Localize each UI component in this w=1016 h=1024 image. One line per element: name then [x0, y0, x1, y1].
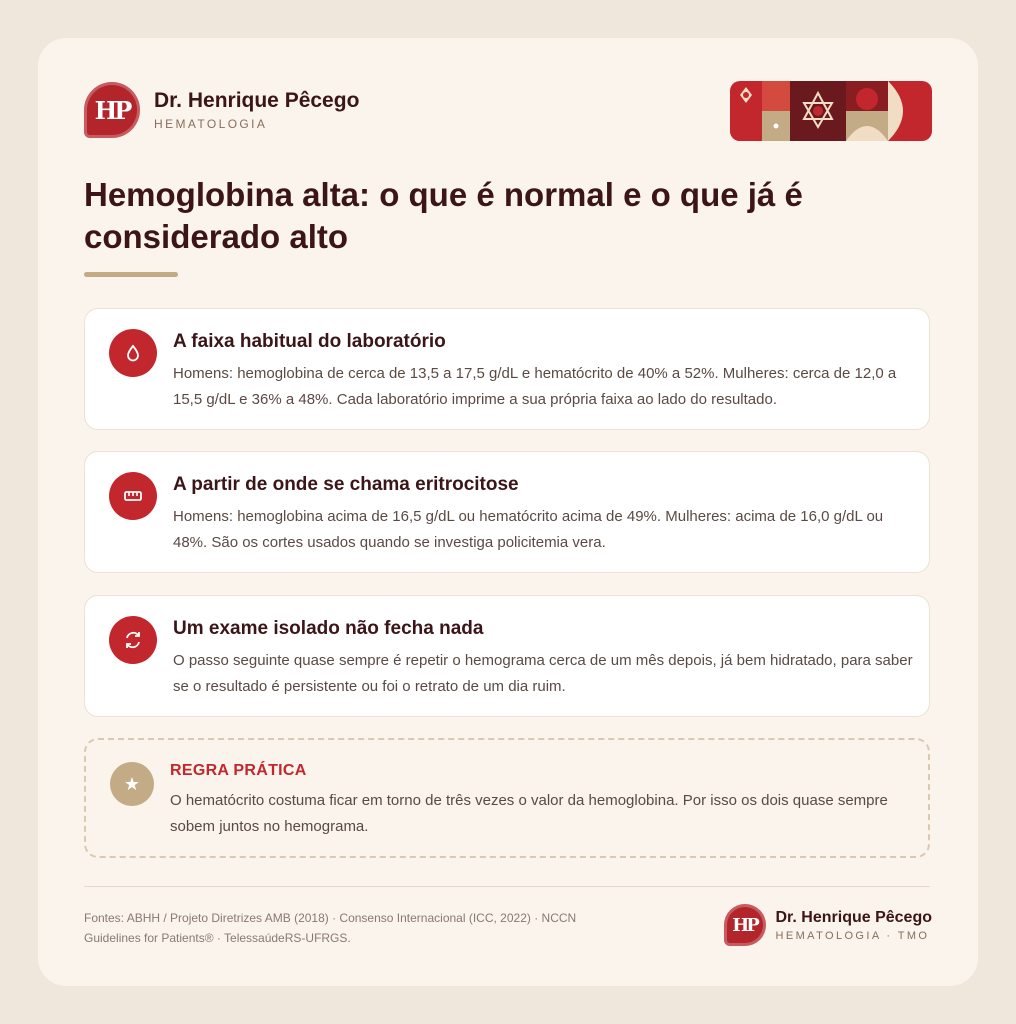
tip-body: O hematócrito costuma ficar em torno de três vezes o valor da hemoglobina. Por isso os dois quase sempre sobem juntos no hemograma. [170, 792, 888, 835]
footer-doctor-name: Dr. Henrique Pêcego [775, 908, 932, 926]
drop-icon [109, 329, 157, 377]
title-underline [84, 272, 178, 277]
info-card-normal-range [84, 308, 930, 430]
footer-specialty: HEMATOLOGIA · TMO [775, 929, 930, 942]
footer-logo-monogram: HP [724, 904, 766, 946]
specialty: HEMATOLOGIA [154, 117, 268, 131]
footer-divider [84, 886, 930, 887]
info-card-erythrocytosis [84, 451, 930, 573]
refresh-icon [109, 616, 157, 664]
logo-monogram: HP [84, 82, 140, 138]
card-title: A faixa habitual do laboratório [173, 331, 446, 352]
footer-brand [724, 904, 933, 946]
ruler-icon [109, 472, 157, 520]
decorative-pattern [730, 81, 932, 141]
page-title: Hemoglobina alta: o que é normal e o que já é considerado alto [84, 176, 803, 255]
card-title: Um exame isolado não fecha nada [173, 618, 484, 639]
card-title: A partir de onde se chama eritrocitose [173, 474, 519, 495]
star-icon: ★ [110, 762, 154, 806]
infographic-card [38, 38, 978, 986]
practical-rule-box [84, 738, 930, 858]
doctor-name: Dr. Henrique Pêcego [154, 89, 360, 112]
card-body: O passo seguinte quase sempre é repetir o hemograma cerca de um mês depois, já bem hidratado, para saber se o resultado é persistente ou foi o retrato de um dia ruim. [173, 652, 913, 695]
header-brand [84, 82, 359, 138]
tip-title: REGRA PRÁTICA [170, 762, 307, 779]
card-body: Homens: hemoglobina de cerca de 13,5 a 17,5 g/dL e hematócrito de 40% a 52%. Mulheres: cerca de 12,0 a 15,5 g/dL e 36% a 48%. Cada laboratório imprime a sua própria faixa ao lado do resultado. [173, 365, 897, 408]
info-card-repeat-test [84, 595, 930, 717]
card-body: Homens: hemoglobina acima de 16,5 g/dL ou hematócrito acima de 49%. Mulheres: acima de 16,0 g/dL ou 48%. São os cortes usados quando se investiga policitemia vera. [173, 508, 884, 551]
sources-text: Fontes: ABHH / Projeto Diretrizes AMB (2018) · Consenso Internacional (ICC, 2022) · NCCN Guidelines for Patients® · TelessaúdeRS-UFRGS. [84, 911, 577, 945]
